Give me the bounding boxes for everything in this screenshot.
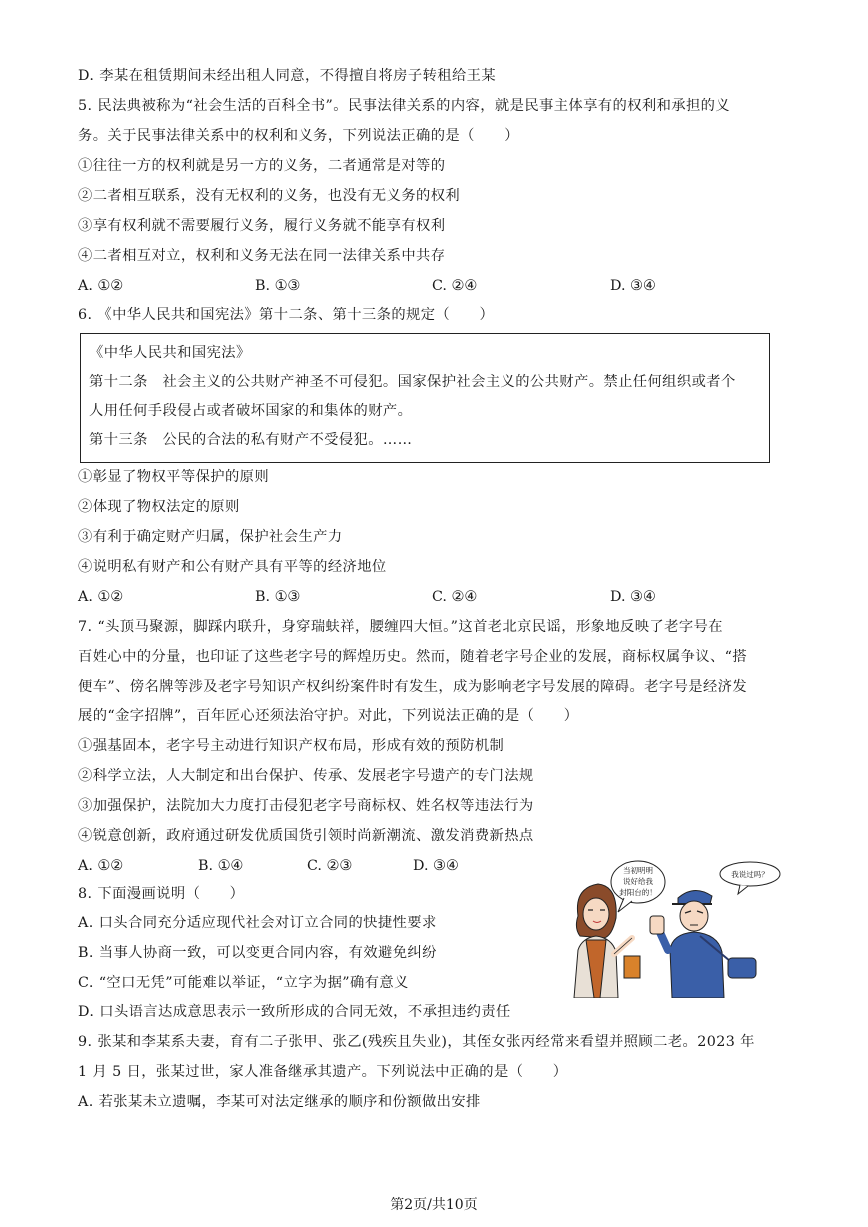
q5-item1: ①往往一方的权利就是另一方的义务，二者通常是对等的 bbox=[78, 158, 446, 174]
q7-stem-line2: 百姓心中的分量，也印证了这些老字号的辉煌历史。然而，随着老字号企业的发展，商标权属争议、“搭 bbox=[78, 649, 748, 665]
man-speech-text: 我说过吗？ bbox=[731, 870, 769, 879]
q8-stem: 8. 下面漫画说明（ ） bbox=[78, 886, 245, 902]
q4-option-d: D. 李某在租赁期间未经出租人同意，不得擅自将房子转租给王某 bbox=[78, 68, 497, 84]
q7-item3: ③加强保护，法院加大力度打击侵犯老字号商标权、姓名权等违法行为 bbox=[78, 798, 534, 814]
q6-item3: ③有利于确定财产归属，保护社会生产力 bbox=[78, 529, 343, 545]
q6-option-b: B. ①③ bbox=[255, 589, 301, 605]
q7-option-b: B. ①④ bbox=[198, 858, 244, 874]
q6-item1: ①彰显了物权平等保护的原则 bbox=[78, 469, 270, 485]
q6-item4: ④说明私有财产和公有财产具有平等的经济地位 bbox=[78, 559, 387, 575]
page-number-footer: 第2页/共10页 bbox=[390, 1197, 478, 1213]
q7-item1: ①强基固本，老字号主动进行知识产权布局，形成有效的预防机制 bbox=[78, 738, 505, 754]
woman-speech-bubble bbox=[611, 861, 665, 912]
q8-option-b: B. 当事人协商一致，可以变更合同内容，有效避免纠纷 bbox=[78, 945, 437, 961]
q5-stem-line1: 5. 民法典被称为“社会生活的百科全书”。民事法律关系的内容，就是民事主体享有的权利和承担的义 bbox=[78, 98, 731, 114]
q8-option-d: D. 口头语言达成意思表示一致所形成的合同无效，不承担违约责任 bbox=[78, 1004, 511, 1020]
quote-title: 《中华人民共和国宪法》 bbox=[89, 345, 251, 361]
q5-option-d: D. ③④ bbox=[610, 278, 656, 294]
woman-speech-line3: 封阳台的！ bbox=[619, 888, 657, 897]
q7-option-a: A. ①② bbox=[78, 858, 124, 874]
woman-speech-line2: 说好给我 bbox=[623, 877, 653, 886]
q6-option-c: C. ②④ bbox=[432, 589, 478, 605]
q5-option-c: C. ②④ bbox=[432, 278, 478, 294]
q8-option-c: C. “空口无凭”可能难以举证，“立字为据”确有意义 bbox=[78, 975, 409, 991]
q5-item3: ③享有权利就不需要履行义务，履行义务就不能享有权利 bbox=[78, 218, 446, 234]
quote-article-13: 第十三条 公民的合法的私有财产不受侵犯。…… bbox=[89, 432, 413, 448]
q6-item2: ②体现了物权法定的原则 bbox=[78, 499, 240, 515]
man-figure bbox=[650, 890, 756, 998]
q7-option-d: D. ③④ bbox=[413, 858, 459, 874]
q6-option-d: D. ③④ bbox=[610, 589, 656, 605]
q5-item4: ④二者相互对立，权利和义务无法在同一法律关系中共存 bbox=[78, 248, 446, 264]
q7-item4: ④锐意创新，政府通过研发优质国货引领时尚新潮流、激发消费新热点 bbox=[78, 828, 534, 844]
quote-article-12-line1: 第十二条 社会主义的公共财产神圣不可侵犯。国家保护社会主义的公共财产。禁止任何组织或者个 bbox=[89, 374, 736, 390]
q7-stem-line3: 便车”、傍名牌等涉及老字号知识产权纠纷案件时有发生，成为影响老字号发展的障碍。老字号是经济发 bbox=[78, 679, 748, 695]
q6-option-a: A. ①② bbox=[78, 589, 124, 605]
q6-stem: 6. 《中华人民共和国宪法》第十二条、第十三条的规定（ ） bbox=[78, 307, 495, 323]
woman-speech-line1: 当初明明 bbox=[623, 866, 653, 875]
man-speech-bubble bbox=[720, 862, 780, 894]
q7-item2: ②科学立法，人大制定和出台保护、传承、发展老字号遗产的专门法规 bbox=[78, 768, 534, 784]
q5-item2: ②二者相互联系，没有无权利的义务，也没有无义务的权利 bbox=[78, 188, 461, 204]
q9-stem-line1: 9. 张某和李某系夫妻，育有二子张甲、张乙(残疾且失业)，其侄女张丙经常来看望并照顾二老。2023 年 bbox=[78, 1034, 755, 1050]
q5-option-a: A. ①② bbox=[78, 278, 124, 294]
q9-stem-line2: 1 月 5 日，张某过世，家人准备继承其遗产。下列说法中正确的是（ ） bbox=[78, 1064, 568, 1080]
quote-article-12-line2: 人用任何手段侵占或者破坏国家的和集体的财产。 bbox=[89, 403, 413, 419]
q7-stem-line4: 展的“金字招牌”，百年匠心还须法治守护。对此，下列说法正确的是（ ） bbox=[78, 708, 579, 724]
q7-stem-line1: 7. “头顶马聚源，脚踩内联升，身穿瑞蚨祥，腰缠四大恒。”这首老北京民谣，形象地反映了老字号在 bbox=[78, 619, 723, 635]
q7-option-c: C. ②③ bbox=[307, 858, 353, 874]
q5-stem-line2: 务。关于民事法律关系中的权利和义务，下列说法正确的是（ ） bbox=[78, 128, 519, 144]
constitution-quote-box bbox=[80, 333, 770, 463]
contract-dispute-comic bbox=[560, 858, 782, 998]
q5-option-b: B. ①③ bbox=[255, 278, 301, 294]
q9-option-a: A. 若张某未立遗嘱，李某可对法定继承的顺序和份额做出安排 bbox=[78, 1094, 481, 1110]
q8-option-a: A. 口头合同充分适应现代社会对订立合同的快捷性要求 bbox=[78, 915, 437, 931]
